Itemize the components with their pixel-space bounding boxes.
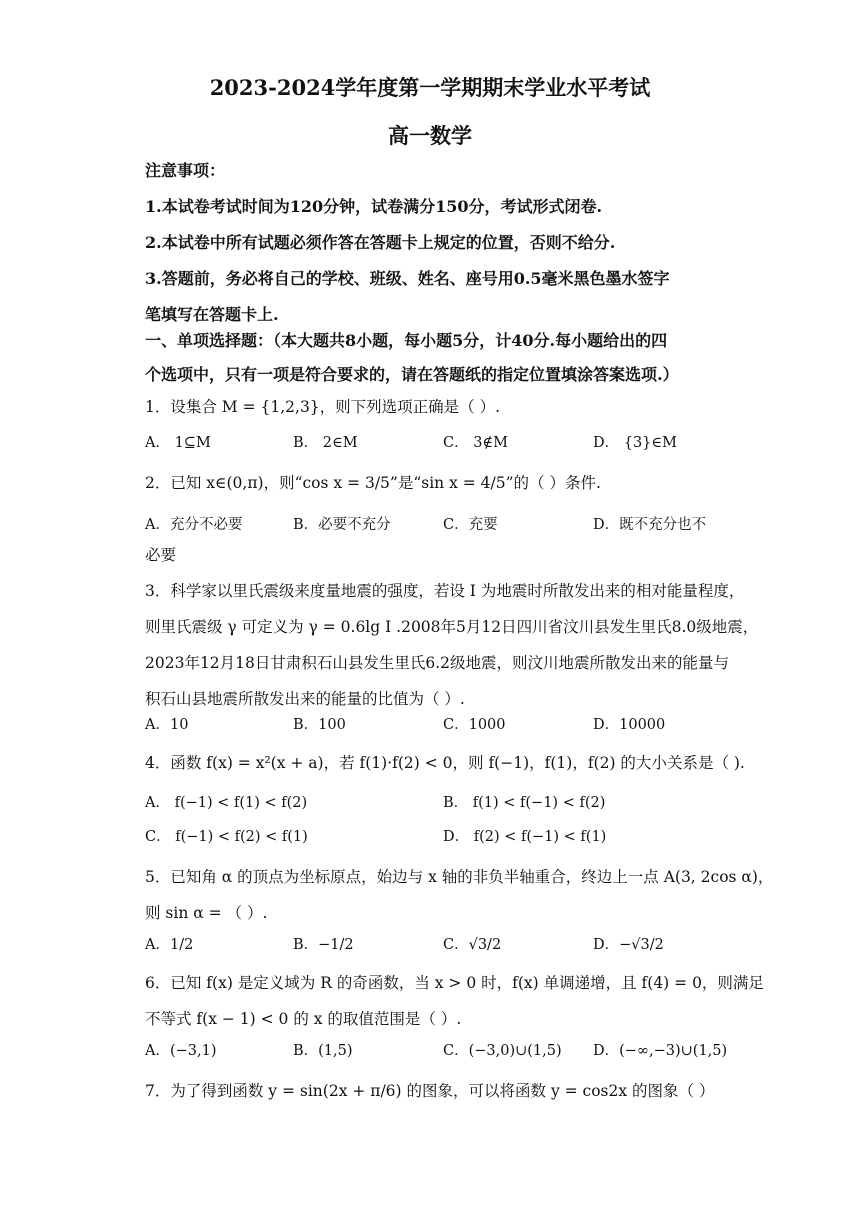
question-2-options [145, 514, 745, 536]
option-c: C．√3/2 [443, 937, 502, 953]
option-a: A．10 [145, 717, 189, 733]
option-d: D．(−∞,−3)∪(1,5) [593, 1043, 728, 1059]
question-5-stem: 5．已知角 α 的顶点为坐标原点，始边与 x 轴的非负半轴重合，终边上一点 A(3, 2cos α)， [145, 868, 774, 886]
question-3-options [145, 714, 745, 736]
question-3-stem-cont: 积石山县地震所散发出来的能量的比值为（ ）. [145, 690, 465, 708]
question-7-stem: 7．为了得到函数 y = sin(2x + π/6) 的图象，可以将函数 y = cos2x 的图象（ ） [145, 1082, 715, 1100]
question-2-stem: 2．已知 x∈(0,π)，则“cos x = 3/5”是“sin x = 4/5”的（ ）条件. [145, 474, 601, 492]
section-heading: 一、单项选择题：（本大题共8小题，每小题5分，计40分.每小题给出的四 [145, 331, 668, 350]
option-d: D． f(2) < f(−1) < f(1) [443, 829, 607, 845]
option-d: D．既不充分也不 [593, 517, 707, 533]
question-3-stem: 3．科学家以里氏震级来度量地震的强度，若设 I 为地震时所散发出来的相对能量程度， [145, 582, 745, 600]
note-item: 1.本试卷考试时间为120分钟，试卷满分150分，考试形式闭卷. [145, 197, 603, 216]
option-b: B．(1,5) [293, 1043, 353, 1059]
question-5-stem-cont: 则 sin α = （ ）. [145, 904, 268, 922]
section-heading-cont: 个选项中，只有一项是符合要求的，请在答题纸的指定位置填涂答案选项.） [145, 365, 679, 384]
question-4-options-row1 [145, 792, 745, 814]
option-d: D．−√3/2 [593, 937, 664, 953]
option-b: B． f(1) < f(−1) < f(2) [443, 795, 606, 811]
option-c: C． f(−1) < f(2) < f(1) [145, 829, 308, 845]
question-1-options [145, 432, 745, 454]
option-c: C．充要 [443, 517, 498, 533]
question-6-stem-cont: 不等式 f(x − 1) < 0 的 x 的取值范围是（ ）. [145, 1010, 462, 1028]
exam-title: 2023-2024学年度第一学期期末学业水平考试 [209, 75, 651, 100]
option-c: C．(−3,0)∪(1,5) [443, 1043, 562, 1059]
note-item: 3.答题前，务必将自己的学校、班级、姓名、座号用0.5毫米黑色墨水签字 [145, 269, 670, 288]
option-a: A．(−3,1) [145, 1043, 217, 1059]
question-1-stem: 1．设集合 M = {1,2,3}，则下列选项正确是（ ）. [145, 398, 501, 416]
option-d: D．10000 [593, 717, 666, 733]
note-item: 笔填写在答题卡上. [145, 305, 279, 324]
question-6-stem: 6．已知 f(x) 是定义域为 R 的奇函数，当 x > 0 时，f(x) 单调递增，且 f(4) = 0，则满足 [145, 974, 764, 992]
option-c: C． 3∉M [443, 435, 509, 451]
exam-subtitle: 高一数学 [388, 123, 472, 148]
option-d-continued: 必要 [145, 546, 177, 564]
option-c: C．1000 [443, 717, 506, 733]
note-item: 2.本试卷中所有试题必须作答在答题卡上规定的位置，否则不给分. [145, 233, 616, 252]
question-4-options-row2 [145, 826, 745, 848]
option-b: B． 2∈M [293, 435, 358, 451]
option-b: B．必要不充分 [293, 517, 391, 533]
question-5-options [145, 934, 745, 956]
option-a: A． 1⊆M [145, 435, 211, 451]
question-4-stem: 4．函数 f(x) = x²(x + a)，若 f(1)·f(2) < 0，则 f(−1)，f(1)，f(2) 的大小关系是（ ). [145, 754, 745, 772]
option-a: A．1/2 [145, 937, 194, 953]
option-a: A． f(−1) < f(1) < f(2) [145, 795, 308, 811]
question-3-stem-cont: 则里氏震级 γ 可定义为 γ = 0.6lg I .2008年5月12日四川省汶川县发生里氏8.0级地震， [145, 618, 759, 636]
question-3-stem-cont: 2023年12月18日甘肃积石山县发生里氏6.2级地震，则汶川地震所散发出来的能量与 [145, 654, 730, 672]
notes-heading: 注意事项： [145, 161, 226, 180]
option-a: A．充分不必要 [145, 517, 243, 533]
option-d: D． {3}∈M [593, 435, 677, 451]
question-6-options [145, 1040, 745, 1062]
option-b: B．100 [293, 717, 346, 733]
option-b: B．−1/2 [293, 937, 354, 953]
